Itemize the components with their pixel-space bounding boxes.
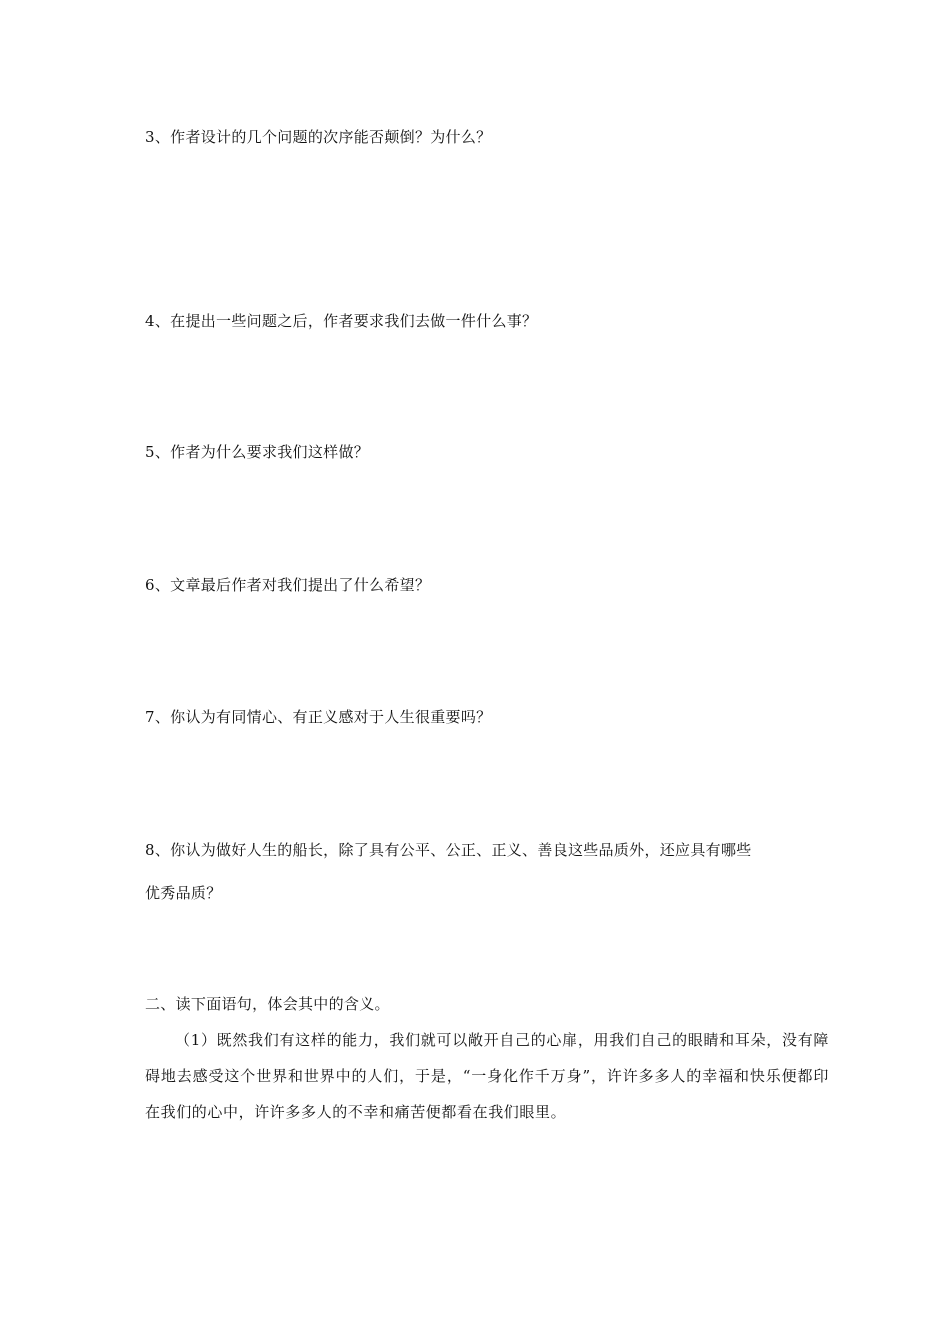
question-8-continuation: 优秀品质？ <box>145 884 222 902</box>
question-6: 6、文章最后作者对我们提出了什么希望？ <box>145 576 431 594</box>
section-2-heading: 二、读下面语句，体会其中的含义。 <box>145 995 390 1013</box>
question-4: 4、在提出一些问题之后，作者要求我们去做一件什么事？ <box>145 312 538 330</box>
question-8: 8、你认为做好人生的船长，除了具有公平、公正、正义、善良这些品质外，还应具有哪些 <box>145 841 752 859</box>
question-3: 3、作者设计的几个问题的次序能否颠倒？为什么？ <box>145 128 492 146</box>
section-2-passage: （1）既然我们有这样的能力，我们就可以敞开自己的心扉，用我们自己的眼睛和耳朵，没有障碍地去感受这个世界和世界中的人们，于是，“一身化作千万身”，许许多多人的幸福和快乐便都印在我们的心中，许许多多人的不幸和痛苦便都看在我们眼里。 <box>145 1031 829 1121</box>
question-7: 7、你认为有同情心、有正义感对于人生很重要吗？ <box>145 708 492 726</box>
question-5: 5、作者为什么要求我们这样做？ <box>145 443 370 461</box>
